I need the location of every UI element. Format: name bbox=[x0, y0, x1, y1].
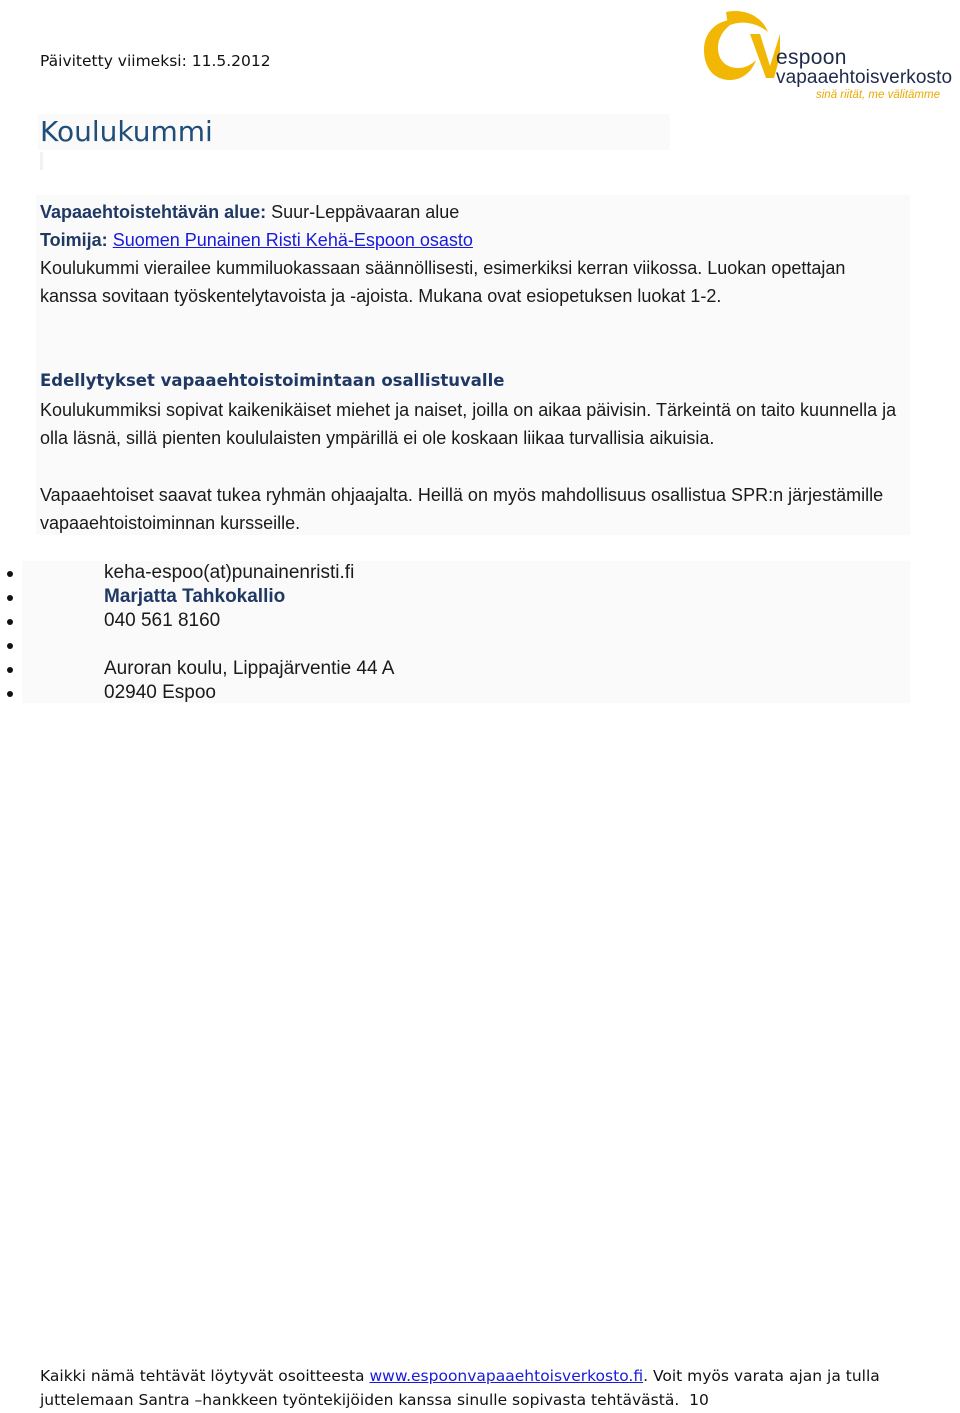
footer-link[interactable]: www.espoonvapaaehtoisverkosto.fi bbox=[369, 1367, 644, 1385]
contact-phone: 040 561 8160 bbox=[104, 610, 221, 631]
page-footer bbox=[40, 1364, 940, 1412]
bullet-icon bbox=[7, 571, 13, 577]
actor-line bbox=[40, 226, 900, 254]
logo-tagline: sinä riität, me välitämme bbox=[816, 89, 940, 101]
contact-email: keha-espoo(at)punainenristi.fi bbox=[104, 562, 355, 583]
contact-postcode: 02940 Espoo bbox=[104, 682, 216, 703]
logo-ev-mark-icon bbox=[696, 6, 780, 90]
area-value: Suur-Leppävaaran alue bbox=[266, 202, 460, 222]
actor-link[interactable]: Suomen Punainen Risti Kehä-Espoon osasto bbox=[112, 230, 473, 250]
espoon-vapaaehtoisverkosto-logo bbox=[696, 6, 960, 102]
bullet-icon bbox=[7, 667, 13, 673]
bullet-icon bbox=[7, 595, 13, 601]
logo-text-espoon: espoon bbox=[776, 46, 847, 69]
list-item bbox=[0, 633, 900, 657]
page-number: 10 bbox=[689, 1391, 709, 1409]
list-item bbox=[0, 609, 900, 633]
list-item bbox=[0, 585, 900, 609]
list-item bbox=[0, 681, 900, 705]
title-marker bbox=[40, 152, 43, 170]
list-item bbox=[0, 657, 900, 681]
bullet-icon bbox=[7, 691, 13, 697]
contact-address: Auroran koulu, Lippajärventie 44 A bbox=[104, 658, 395, 679]
area-label: Vapaaehtoistehtävän alue: bbox=[40, 202, 267, 222]
bullet-icon bbox=[7, 619, 13, 625]
requirements-heading: Edellytykset vapaaehtoistoimintaan osallistuvalle bbox=[40, 371, 505, 390]
task-description: Koulukummi vierailee kummiluokassaan säännöllisesti, esimerkiksi kerran viikossa. Luokan opettajan kanssa sovitaan työskentelytavoista ja -ajoista. Mukana ovat esiopetuksen luokat 1-2. bbox=[40, 258, 846, 306]
footer-text-after: . Voit myös varata ajan ja tulla juttelemaan Santra –hankkeen työntekijöiden kanssa sinulle sopivasta tehtävästä. bbox=[40, 1367, 880, 1409]
updated-date: Päivitetty viimeksi: 11.5.2012 bbox=[40, 52, 271, 70]
requirements-text-1: Koulukummiksi sopivat kaikenikäiset miehet ja naiset, joilla on aikaa päivisin. Tärkeintä on taito kuunnella ja olla läsnä, sillä pienten koululaisten ympärillä ei ole koskaan liikaa turvallisia aikuisia. bbox=[40, 400, 897, 448]
requirements-text-2: Vapaaehtoiset saavat tukea ryhmän ohjaajalta. Heillä on myös mahdollisuus osallistua SPR:n järjestämille vapaaehtoistoiminnan kursseille. bbox=[40, 485, 884, 533]
footer-text-before: Kaikki nämä tehtävät löytyvät osoitteesta bbox=[40, 1367, 370, 1385]
list-item bbox=[0, 561, 900, 585]
contact-name: Marjatta Tahkokallio bbox=[104, 586, 286, 607]
actor-label: Toimija: bbox=[40, 230, 108, 250]
bullet-icon bbox=[7, 643, 13, 649]
logo-text-vapaaehtoisverkosto: vapaaehtoisverkosto bbox=[776, 67, 953, 88]
area-line bbox=[40, 198, 900, 226]
page-title: Koulukummi bbox=[40, 115, 213, 148]
